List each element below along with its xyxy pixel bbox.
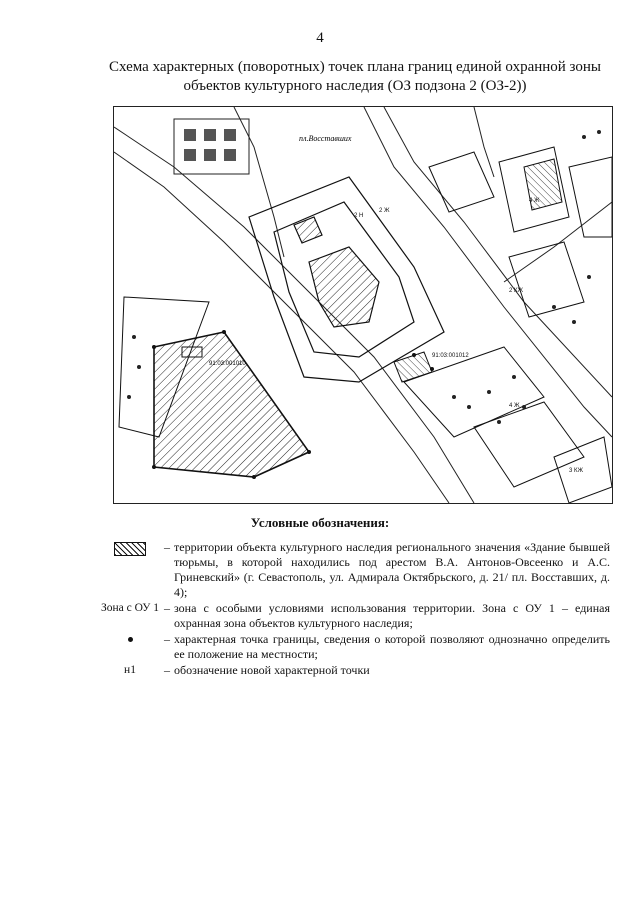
site-plan-map [113, 106, 613, 504]
legend-text: обозначение новой характерной точки [174, 663, 370, 677]
title-line-1: Схема характерных (поворотных) точек плана границ единой охранной зоны [108, 59, 601, 75]
legend-dash: – [164, 632, 170, 646]
legend-item-zone [100, 601, 610, 631]
boundary-point [412, 353, 416, 357]
boundary-point [152, 465, 156, 469]
building-label: 2 Ж [379, 208, 390, 214]
legend-symbol-zone: Зона с ОУ 1 [100, 602, 160, 614]
boundary-point [152, 345, 156, 349]
square-area [174, 119, 352, 174]
building-label: 4 Ж [529, 198, 540, 204]
document-title [95, 58, 615, 96]
boundary-point [430, 367, 434, 371]
protected-territory [119, 297, 309, 477]
page-number: 4 [316, 30, 324, 46]
legend-heading: Условные обозначения: [250, 515, 390, 530]
building-label: 2 Н [354, 213, 364, 219]
legend-dash: – [164, 540, 170, 554]
legend-item-new-point [100, 663, 610, 678]
boundary-point [252, 475, 256, 479]
point-label-1: 91:03:001010 [209, 361, 246, 367]
legend-dash: – [164, 601, 170, 615]
legend-item-heritage-territory [100, 540, 610, 600]
title-line-2: объектов культурного наследия (ОЗ подзона 2 (ОЗ-2)) [183, 78, 527, 94]
point-label-2: 91:03:001012 [432, 353, 469, 359]
legend [100, 540, 610, 679]
main-building [249, 177, 444, 382]
legend-text: территории объекта культурного наследия регионального значения «Здание бывшей тюрьмы, в которой находились под арестом В.А. Антонов-Овсеенко и А.С. Гриневский» (г. Севастополь, ул. Адмирала Октябрьского, д. 21/ пл. Восставших, д. 4); [174, 540, 610, 599]
building-label: 2 КЖ [509, 288, 524, 294]
boundary-point-icon [128, 637, 133, 642]
buildings-lower-right [394, 347, 612, 503]
building-label: 4 Ж [509, 403, 520, 409]
building-label: 3 КЖ [569, 468, 584, 474]
boundary-point [307, 450, 311, 454]
legend-dash: – [164, 663, 170, 677]
legend-text: зона с особыми условиями использования территории. Зона с ОУ 1 – единая охранная зона объектов культурного наследия; [174, 601, 610, 630]
square-label: пл.Восставших [299, 134, 352, 143]
boundary-point [222, 330, 226, 334]
legend-text: характерная точка границы, сведения о которой позволяют однозначно определить ее положение на местности; [174, 632, 610, 661]
legend-item-boundary-point [100, 632, 610, 662]
hatch-swatch-icon [114, 542, 146, 556]
legend-symbol-new-point: н1 [124, 664, 136, 676]
